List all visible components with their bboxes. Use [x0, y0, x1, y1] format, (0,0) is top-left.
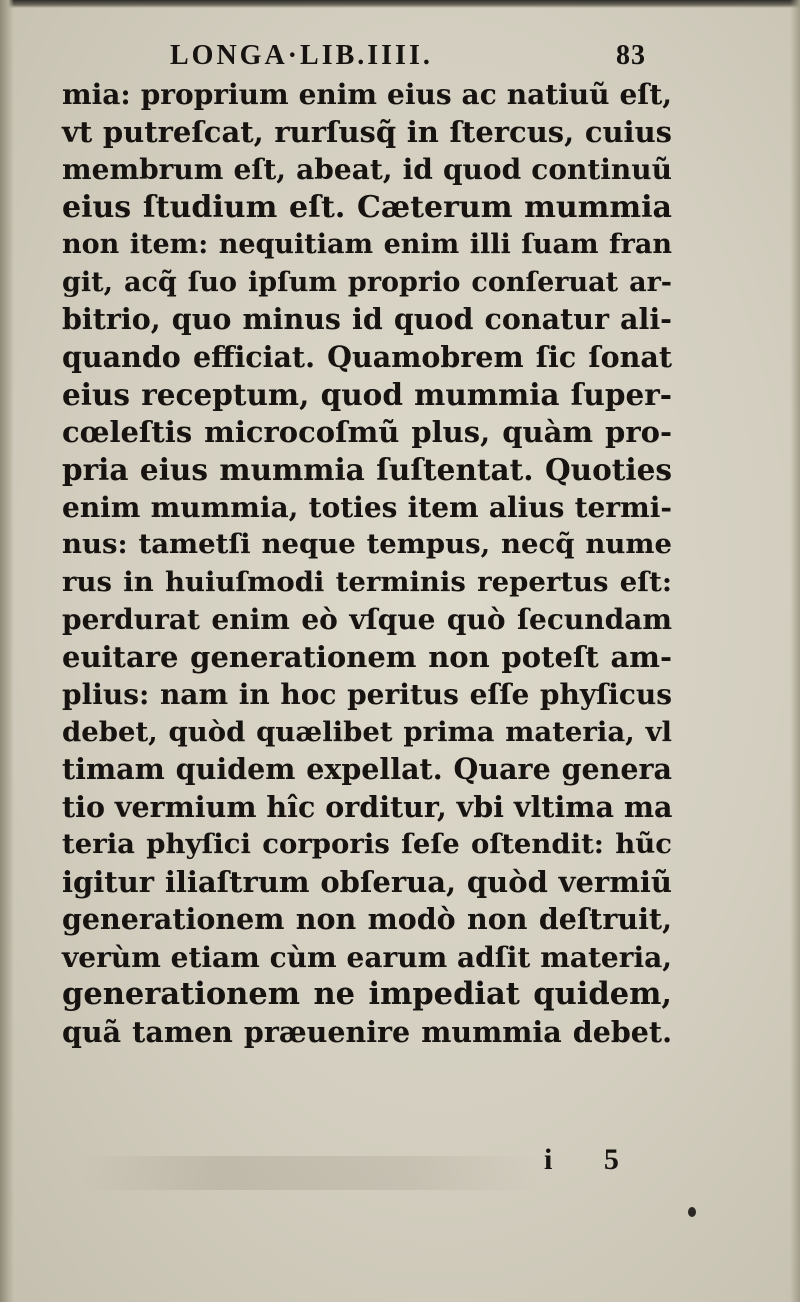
text-line: verùm etiam cùm earum adſit materia, — [62, 940, 672, 974]
text-line: mia: proprium enim eius ac natiuũ eſt, — [62, 78, 672, 111]
text-line: quando efficiat. Quamobrem ſic ſonat — [62, 339, 672, 374]
text-line: debet, quòd quælibet prima materia, vl — [62, 715, 672, 748]
running-head: LONGA·LIB.IIII. — [170, 40, 433, 71]
text-line: perdurat enim eò vſque quò ſecundam — [62, 603, 672, 636]
text-line: bitrio, quo minus id quod conatur ali- — [62, 302, 672, 336]
text-line: quã tamen præuenire mummia debet. — [62, 1014, 672, 1049]
page-right-edge — [790, 0, 800, 1302]
show-through-smudge — [80, 1156, 540, 1190]
text-line: plius: nam in hoc peritus eſſe phyſicus — [62, 678, 672, 711]
text-line: timam quidem expellat. Quare genera — [62, 752, 672, 786]
text-line: eius receptum, quod mummia ſuper- — [62, 377, 672, 412]
text-line: pria eius mummia ſuſtentat. Quoties — [62, 452, 672, 487]
text-line: vt putreſcat, rurſusq̃ in ſtercus, cuius — [62, 114, 672, 149]
text-line: igitur iliaſtrum obſerua, quòd vermiũ — [62, 864, 672, 899]
text-line: non item: nequitiam enim illi ſuam fran — [62, 229, 672, 260]
text-line: nus: tametſi neque tempus, necq̃ nume — [62, 528, 672, 560]
text-line: rus in huiuſmodi terminis repertus eſt: — [62, 565, 672, 598]
text-line: eius ſtudium eſt. Cæterum mummia — [62, 189, 672, 225]
text-line: enim mummia, toties item alius termi- — [62, 490, 672, 524]
text-line: teria phyſici corporis ſeſe oſtendit: hũc — [62, 828, 672, 860]
text-line: generationem non modò non deſtruit, — [62, 902, 672, 936]
main-text-block — [62, 76, 672, 1051]
text-line: generationem ne impediat quidem, — [62, 976, 672, 1012]
text-line: membrum eſt, abeat, id quod continuũ — [62, 153, 672, 186]
signature-mark: i 5 — [544, 1143, 641, 1176]
ink-spot — [688, 1207, 696, 1217]
text-line: euitare generationem non poteſt am- — [62, 639, 672, 674]
page-number: 83 — [616, 40, 646, 71]
text-line: cœleſtis microcoſmũ plus, quàm pro- — [62, 414, 672, 449]
text-line: tio vermium hîc orditur, vbi vltima ma — [62, 789, 673, 824]
text-line: git, acq̃ ſuo ipſum proprio conſeruat ar- — [62, 266, 672, 298]
page-top-shadow — [0, 0, 800, 8]
page-left-gutter — [0, 0, 14, 1302]
